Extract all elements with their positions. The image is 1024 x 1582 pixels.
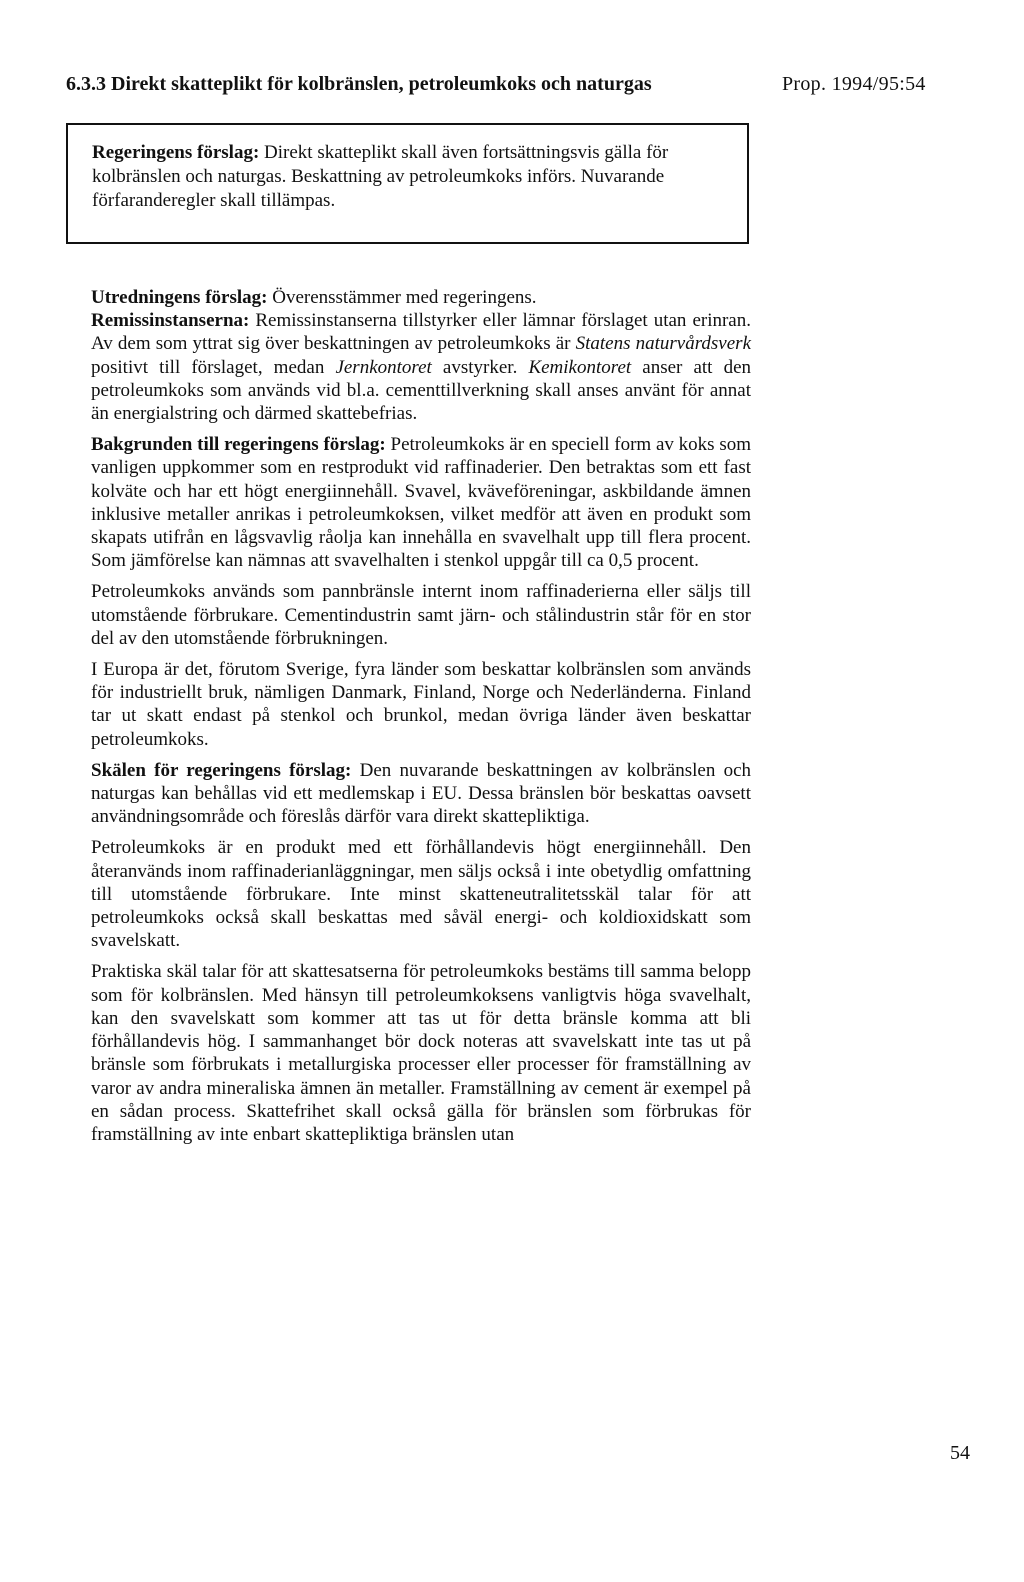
referral-text-c: avstyrker.: [442, 356, 518, 378]
naturvardsverk-name: Statens naturvårdsverk: [575, 333, 751, 355]
section-title: 6.3.3 Direkt skatteplikt för kolbränslen, petroleumkoks och naturgas: [66, 73, 652, 95]
paragraph-inquiry: [91, 286, 751, 309]
referral-text-d: anser att den petroleumkoks som används vid bl.a. cementtillverkning skall anses använt för annat än energialstring och därmed skattebefrias.: [91, 356, 751, 425]
page-number: 54: [950, 1442, 970, 1464]
proposal-text: Direkt skatteplikt skall även fortsättningsvis gälla för kolbränslen och naturgas. Beskattning av petroleumkoks införs. Nuvarande förfaranderegler skall tillämpas.: [92, 142, 669, 211]
kemikontoret-name: Kemikontoret: [528, 356, 632, 378]
proposition-reference: Prop. 1994/95:54: [782, 73, 926, 95]
government-proposal-box: [66, 123, 749, 244]
referral-text-a: Remissinstanserna tillstyrker eller lämnar förslaget utan erinran. Av dem som yttrat sig över beskattningen av petroleumkoks är: [91, 310, 751, 355]
paragraph-practical-reasons: Praktiska skäl talar för att skattesatserna för petroleumkoks bestäms till samma belopp som för kolbränslen. Med hänsyn till petroleumkoksens vanligtvis höga svavelhalt, kan den svavelskatt som kommer att tas ut för detta bränsle komma att bli förhållandevis hög. I sammanhanget bör dock noteras att svavelskatt inte tas ut på bränsle som förbrukats i metallurgiska processer eller processer för framställning av varor av andra mineraliska ämnen än metaller. Framställning av cement är exempel på en sådan process. Skattefrihet skall också gälla för bränslen som förbrukas för framställning av inte enbart skattepliktiga bränslen utan: [91, 961, 751, 1145]
background-lead: Bakgrunden till regeringens förslag:: [91, 434, 386, 456]
referral-lead: Remissinstanserna:: [91, 310, 250, 332]
paragraph-referral-bodies: [91, 309, 751, 425]
body-text: [91, 286, 751, 1146]
paragraph-background: [91, 433, 751, 572]
inquiry-text: Överensstämmer med regeringens.: [272, 287, 537, 308]
paragraph-usage: Petroleumkoks används som pannbränsle internt inom raffinaderierna eller säljs till utomstående förbrukare. Cementindustrin samt järn- och stålindustrin står för en stor del av den utomstående förbrukningen.: [91, 581, 751, 649]
paragraph-europe: I Europa är det, förutom Sverige, fyra länder som beskattar kolbränslen som används för industriellt bruk, nämligen Danmark, Finland, Norge och Nederländerna. Finland tar ut skatt endast på stenkol och brunkol, medan övriga länder även beskattar petroleumkoks.: [91, 659, 751, 750]
proposal-lead: Regeringens förslag:: [92, 142, 260, 163]
inquiry-lead: Utredningens förslag:: [91, 287, 268, 308]
paragraph-petroleum-coke: Petroleumkoks är en produkt med ett förhållandevis högt energiinnehåll. Den återanvänds inom raffinaderianläggningar, men säljs också i inte obetydlig omfattning till utomstående förbrukare. Inte minst skatteneutralitetsskäl talar för att petroleumkoks också skall beskattas med såväl energi- och koldioxidskatt som svavelskatt.: [91, 837, 751, 952]
referral-text-b: positivt till förslaget, medan: [91, 356, 325, 378]
jernkontoret-name: Jernkontoret: [335, 356, 432, 378]
background-text: Petroleumkoks är en speciell form av koks som vanligen uppkommer som en restprodukt vid raffinaderier. Den betraktas som ett fast kolväte och har ett högt energiinnehåll. Svavel, kväveföreningar, askbildande ämnen inklusive metaller anrikas i petroleumkoksen, vilket medför att även en produkt som skapats utifrån en lågsvavlig råolja kan innehålla en svavelhalt upp till flera procent. Som jämförelse kan nämnas att svavelhalten i stenkol uppgår till ca 0,5 procent.: [91, 434, 751, 572]
reasons-text: Den nuvarande beskattningen av kolbränslen och naturgas kan behållas vid ett medlemskap i EU. Dessa bränslen bör beskattas oavsett användningsområde och föreslås därför vara direkt skattepliktiga.: [91, 759, 752, 828]
paragraph-reasons: [91, 759, 751, 829]
reasons-lead: Skälen för regeringens förslag:: [91, 759, 352, 781]
